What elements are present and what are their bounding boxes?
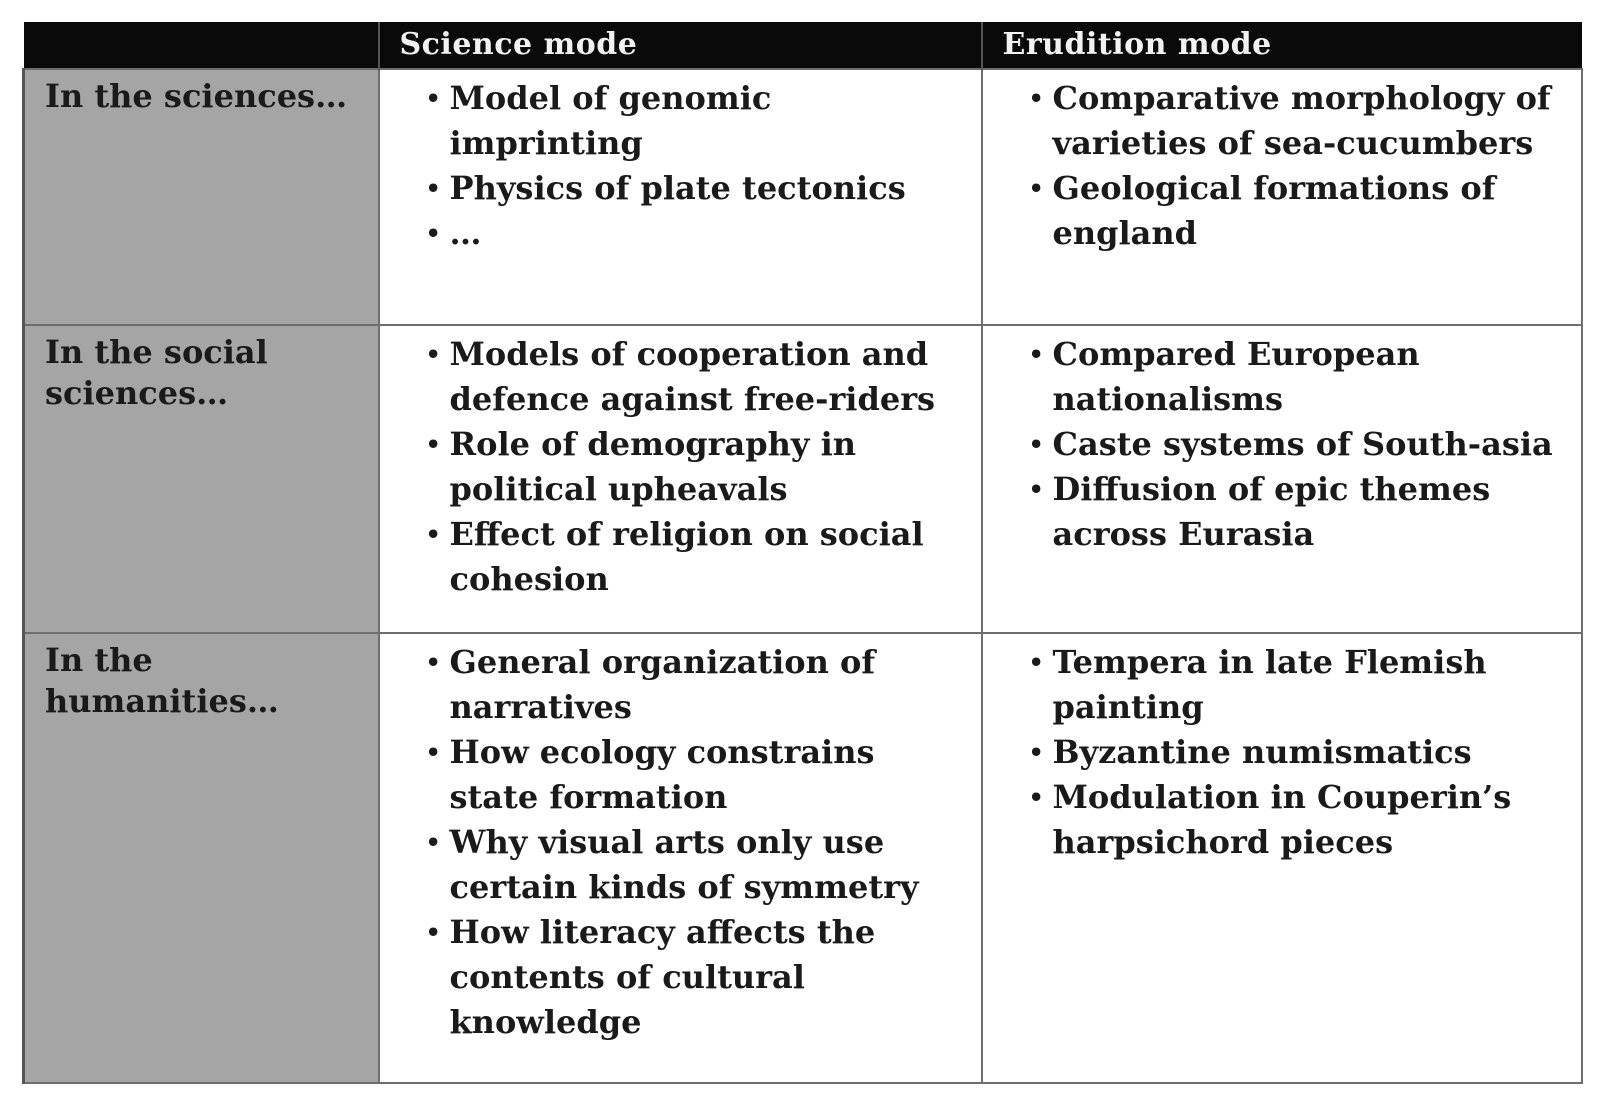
cell-social-sciences-science-mode xyxy=(379,325,982,634)
cell-humanities-erudition-mode xyxy=(982,633,1582,1083)
list-item: • Compared European nationalisms xyxy=(1027,332,1569,422)
bullet-list xyxy=(983,76,1569,256)
list-item: • … xyxy=(424,211,969,256)
table-row-humanities xyxy=(24,633,1582,1083)
row-label-sciences: In the sciences… xyxy=(24,69,379,325)
header-science-mode: Science mode xyxy=(379,22,982,69)
table-row-sciences xyxy=(24,69,1582,325)
list-item: • Models of cooperation and defence against free-riders xyxy=(424,332,969,422)
list-item: • How literacy affects the contents of cultural knowledge xyxy=(424,910,969,1045)
list-item: • Diffusion of epic themes across Eurasia xyxy=(1027,467,1569,557)
list-item: • General organization of narratives xyxy=(424,640,969,730)
comparison-table xyxy=(22,22,1583,1084)
list-item: • Byzantine numismatics xyxy=(1027,730,1569,775)
bullet-list xyxy=(380,332,969,602)
list-item: • Why visual arts only use certain kinds of symmetry xyxy=(424,820,969,910)
row-label-social-sciences: In the social sciences… xyxy=(24,325,379,634)
list-item: • Modulation in Couperin’s harpsichord pieces xyxy=(1027,775,1569,865)
cell-humanities-science-mode xyxy=(379,633,982,1083)
cell-sciences-erudition-mode xyxy=(982,69,1582,325)
comparison-table-container xyxy=(22,22,1580,1084)
header-erudition-mode: Erudition mode xyxy=(982,22,1582,69)
list-item: • Model of genomic imprinting xyxy=(424,76,969,166)
header-corner xyxy=(24,22,379,69)
bullet-list xyxy=(983,332,1569,557)
list-item: • How ecology constrains state formation xyxy=(424,730,969,820)
cell-social-sciences-erudition-mode xyxy=(982,325,1582,634)
list-item: • Comparative morphology of varieties of sea-cucumbers xyxy=(1027,76,1569,166)
bullet-list xyxy=(983,640,1569,865)
bullet-list xyxy=(380,640,969,1045)
row-label-humanities: In the humanities… xyxy=(24,633,379,1083)
bullet-list xyxy=(380,76,969,256)
list-item: • Caste systems of South-asia xyxy=(1027,422,1569,467)
list-item: • Role of demography in political upheavals xyxy=(424,422,969,512)
list-item: • Effect of religion on social cohesion xyxy=(424,512,969,602)
list-item: • Tempera in late Flemish painting xyxy=(1027,640,1569,730)
table-row-social-sciences xyxy=(24,325,1582,634)
list-item: • Physics of plate tectonics xyxy=(424,166,969,211)
header-row xyxy=(24,22,1582,69)
list-item: • Geological formations of england xyxy=(1027,166,1569,256)
cell-sciences-science-mode xyxy=(379,69,982,325)
